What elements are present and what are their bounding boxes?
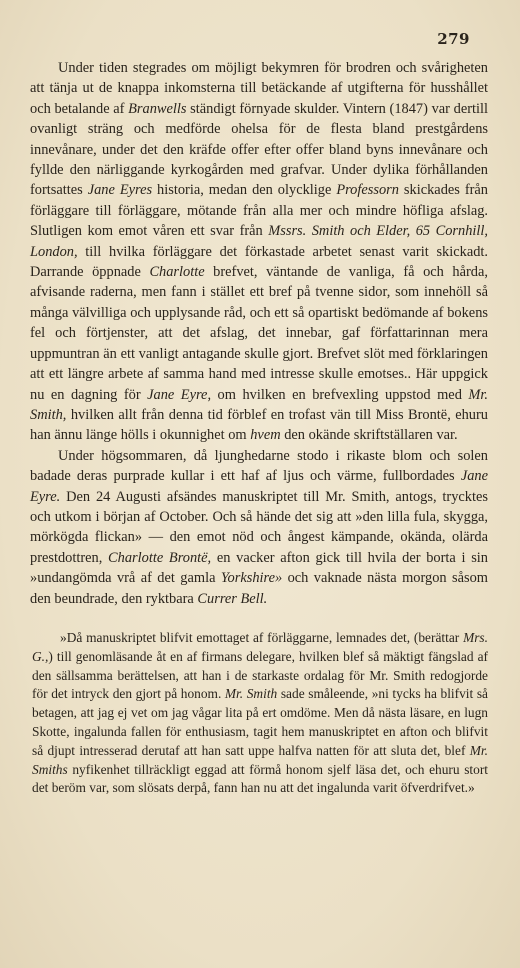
paragraph — [30, 58, 488, 446]
text-run: hvilken allt från denna tid förblef en trofast vän till Miss Brontë, ehuru han ännu länge hölls i okunnighet om — [30, 406, 488, 444]
italic-text: Professorn — [336, 182, 399, 199]
body-text — [30, 58, 488, 798]
text-run: ) till genomläsande åt en af firmans delegare, hvilken blef så mäktigt fängslad af den sällsamma berättelsen, att han i de starkaste ordalag för Mr. Smith redogjorde för det intryck den gjort på honom. — [32, 648, 488, 702]
text-run: om hvilken en brefvexling uppstod med — [211, 386, 469, 403]
quote-paragraph — [30, 629, 488, 798]
text-run: sade småleende, »ni tycks ha blifvit så betagen, att jag ej vet om jag vågar lita på ert omdöme. Men då nästa läsare, en lugn Skotte, ingalunda fallen för enthusiasm, tagit hem manuskriptet en afton och blifvit så djupt intresserad derutaf att han satt uppe halfva natten för att sluta det, blef — [32, 686, 488, 758]
text-run: Under tiden stegrades om möjligt bekymren för brodren och svårigheten att tänja ut de knappa inkomsterna till betäckande af utgifterna för husshållet och betalande af — [30, 60, 488, 117]
italic-text: Mr. Smith, — [30, 386, 488, 423]
italic-text: Mr. Smiths — [32, 742, 488, 777]
paragraph — [30, 446, 488, 609]
text-run: nyfikenhet tillräckligt eggad att förmå honom sjelf läsa det, och ehuru stort det beröm var, som slösats derpå, fann han nu att det ingalunda varit öfverdrifvet.» — [32, 761, 488, 796]
italic-text: Currer Bell. — [197, 590, 268, 607]
text-run: den okände skriftställaren var. — [280, 427, 458, 444]
italic-text: Mr. Smith — [224, 686, 278, 702]
text-run: och vaknade nästa morgon såsom den beundrade, den ryktbara — [30, 570, 488, 607]
italic-text: Yorkshire» — [220, 570, 283, 587]
text-run: en vacker afton gick till hvila der borta i sin »undangömda vrå af det gamla — [30, 549, 488, 587]
italic-text: Charlotte Brontë, — [108, 549, 212, 566]
text-run: ständigt förnyade skulder. Vintern (1847) var dertill ovanligt sträng och medförde ohelsa för de flesta bland prestgårdens innevånare, under det den kräfde offer efter offer bland byns innevånare och fyllde den närliggande kyrkogården med grafvar. Under dylika förhållanden fortsattes — [30, 100, 488, 199]
text-run: Under högsommaren, då ljunghedarne stodo i rikaste blom och solen badade deras purprade kullar i ett haf af ljus och värme, fullbordades — [30, 447, 488, 485]
text-run: historia, medan den olycklige — [152, 182, 337, 199]
page-number: 279 — [437, 30, 470, 48]
text-run: till hvilka förläggare det förkastade arbetet senast varit skickadt. Darrande öppnade — [30, 243, 488, 281]
text-run: skickades från förläggare till förläggare, mötande från alla mer och mindre höfliga afslag. Slutligen kom emot våren ett svar från — [30, 182, 488, 240]
text-run: »Då manuskriptet blifvit emottaget af förläggarne, lemnades det, (berättar — [60, 629, 464, 645]
text-run: brefvet, väntande de vanliga, få och hårda, afvisande raderna, men fann i stället ett bref på tvenne sidor, som innehöll så många välvilliga och upplysande råd, och ett så opartiskt bedömande af bokens fel och förtjenster, att det afslag, det innebar, gaf författarinnan mera uppmuntran än ett vanligt antagande skulle gjort. Brefvet slöt med förklaringen att ett längre arbete af samma hand med intresse skulle emotses.. Här uppgick nu en dagning för — [30, 264, 488, 403]
italic-text: Mssrs. Smith och Elder, 65 Cornhill, London, — [30, 223, 488, 260]
italic-text: Jane Eyres — [87, 182, 153, 199]
italic-text: Jane Eyre, — [147, 386, 212, 403]
text-run: Den 24 Augusti afsändes manuskriptet till Mr. Smith, antogs, trycktes och utkom i början af October. Och så hände det sig att »den lilla fula, skygga, mörkögda flickan» — den emot nöd och ångest kämpande, okända, olärda prestdottren, — [30, 488, 488, 566]
italic-text: Jane Eyre. — [30, 468, 488, 505]
italic-text: Charlotte — [149, 264, 205, 281]
italic-text: Branwells — [128, 100, 187, 117]
italic-text: Mrs. G., — [32, 629, 488, 664]
italic-text: hvem — [250, 427, 281, 444]
